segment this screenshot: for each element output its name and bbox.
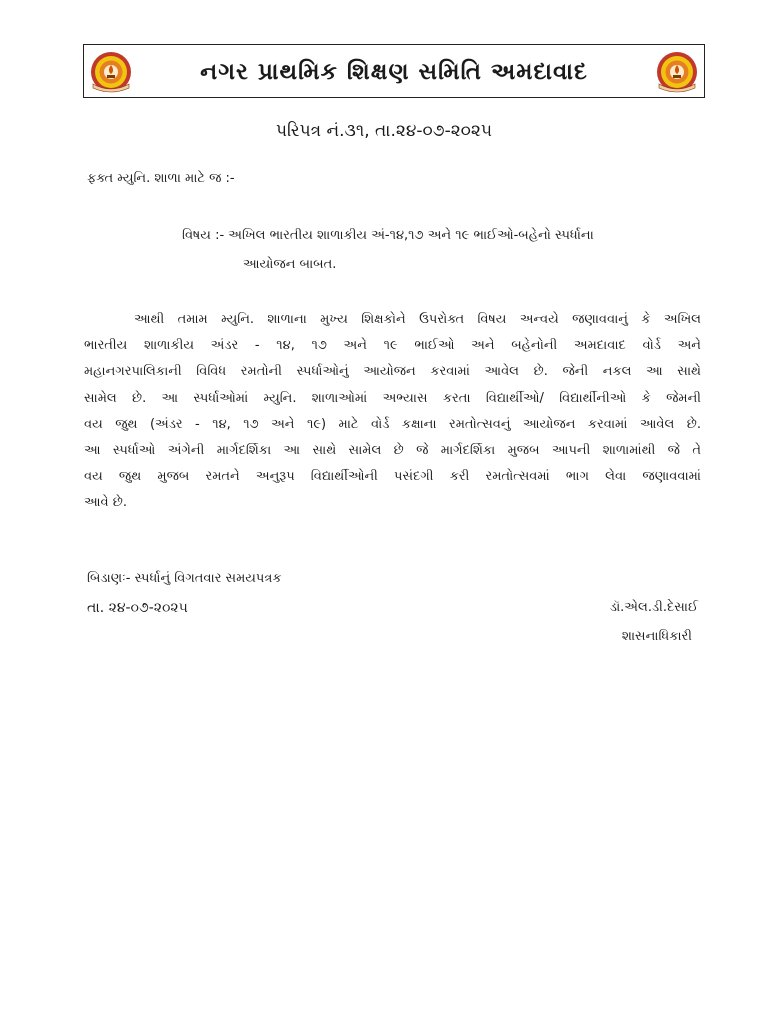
body-line: આથી તમામ મ્યુનિ. શાળાના મુખ્ય શિક્ષકોને ઉપરોક્ત વિષય અન્વયે જણાવવાનું કે અખિલ xyxy=(134,312,701,327)
body-line: મહાનગરપાલિકાની વિવિધ રમતોની સ્પર્ધાઓનું આયોજન કરવામાં આવેલ છે. જેની નકલ આ સાથે xyxy=(84,364,701,380)
subject-line-2: આયોજન બાબત. xyxy=(243,257,337,272)
audience-line: ફક્ત મ્યુનિ. શાળા માટે જ :- xyxy=(87,171,235,186)
subject-line-1: વિષય :- અખિલ ભારતીય શાળાકીય અં-૧૪,૧૭ અને ૧૯ ભાઈઓ-બહેનો સ્પર્ધાના xyxy=(182,228,594,243)
signatory-name: ડૉ.એલ.ડી.દેસાઈ xyxy=(609,600,698,615)
enclosure-line: બિડાણઃ- સ્પર્ધાનું વિગતવાર સમયપત્રક xyxy=(87,571,282,586)
circular-number-date: પરિપત્ર નં.૩૧, તા.૨૪-૦૭-૨૦૨૫ xyxy=(275,121,493,141)
body-paragraph xyxy=(84,307,701,517)
body-line: વય જુથ મુજબ રમતને અનુરૂપ વિદ્યાર્થીઓની પસંદગી કરી રમતોત્સવમાં ભાગ લેવા જણાવવામાં xyxy=(84,469,701,485)
body-line: આવે છે. xyxy=(84,495,127,511)
organization-title: નગર પ્રાથમિક શિક્ષણ સમિતિ અમદાવાદ xyxy=(200,59,588,85)
letterhead xyxy=(83,44,705,98)
emblem-logo-icon xyxy=(656,51,698,93)
emblem-logo-icon xyxy=(90,51,132,93)
signatory-title: શાસનાધિકારી xyxy=(621,629,692,644)
body-line: સામેલ છે. આ સ્પર્ધાઓમાં મ્યુનિ. શાળાઓમાં અભ્યાસ કરતા વિદ્યાર્થીઓ/ વિદ્યાર્થીનીઓ કે જેમની xyxy=(84,390,701,406)
body-line: ભારતીય શાળાકીય અંડર - ૧૪, ૧૭ અને ૧૯ ભાઈઓ અને બહેનોની અમદાવાદ વોર્ડ અને xyxy=(84,338,701,354)
footer-date: તા. ૨૪-૦૭-૨૦૨૫ xyxy=(87,600,188,616)
body-line: વય જુથ (અંડર - ૧૪, ૧૭ અને ૧૯) માટે વોર્ડ કક્ષાના રમતોત્સવનું આયોજન કરવામાં આવેલ છે. xyxy=(84,416,701,432)
body-line: આ સ્પર્ધાઓ અંગેની માર્ગદર્શિકા આ સાથે સામેલ છે જે માર્ગદર્શિકા મુજબ આપની શાળામાંથી જે તે xyxy=(84,442,701,458)
